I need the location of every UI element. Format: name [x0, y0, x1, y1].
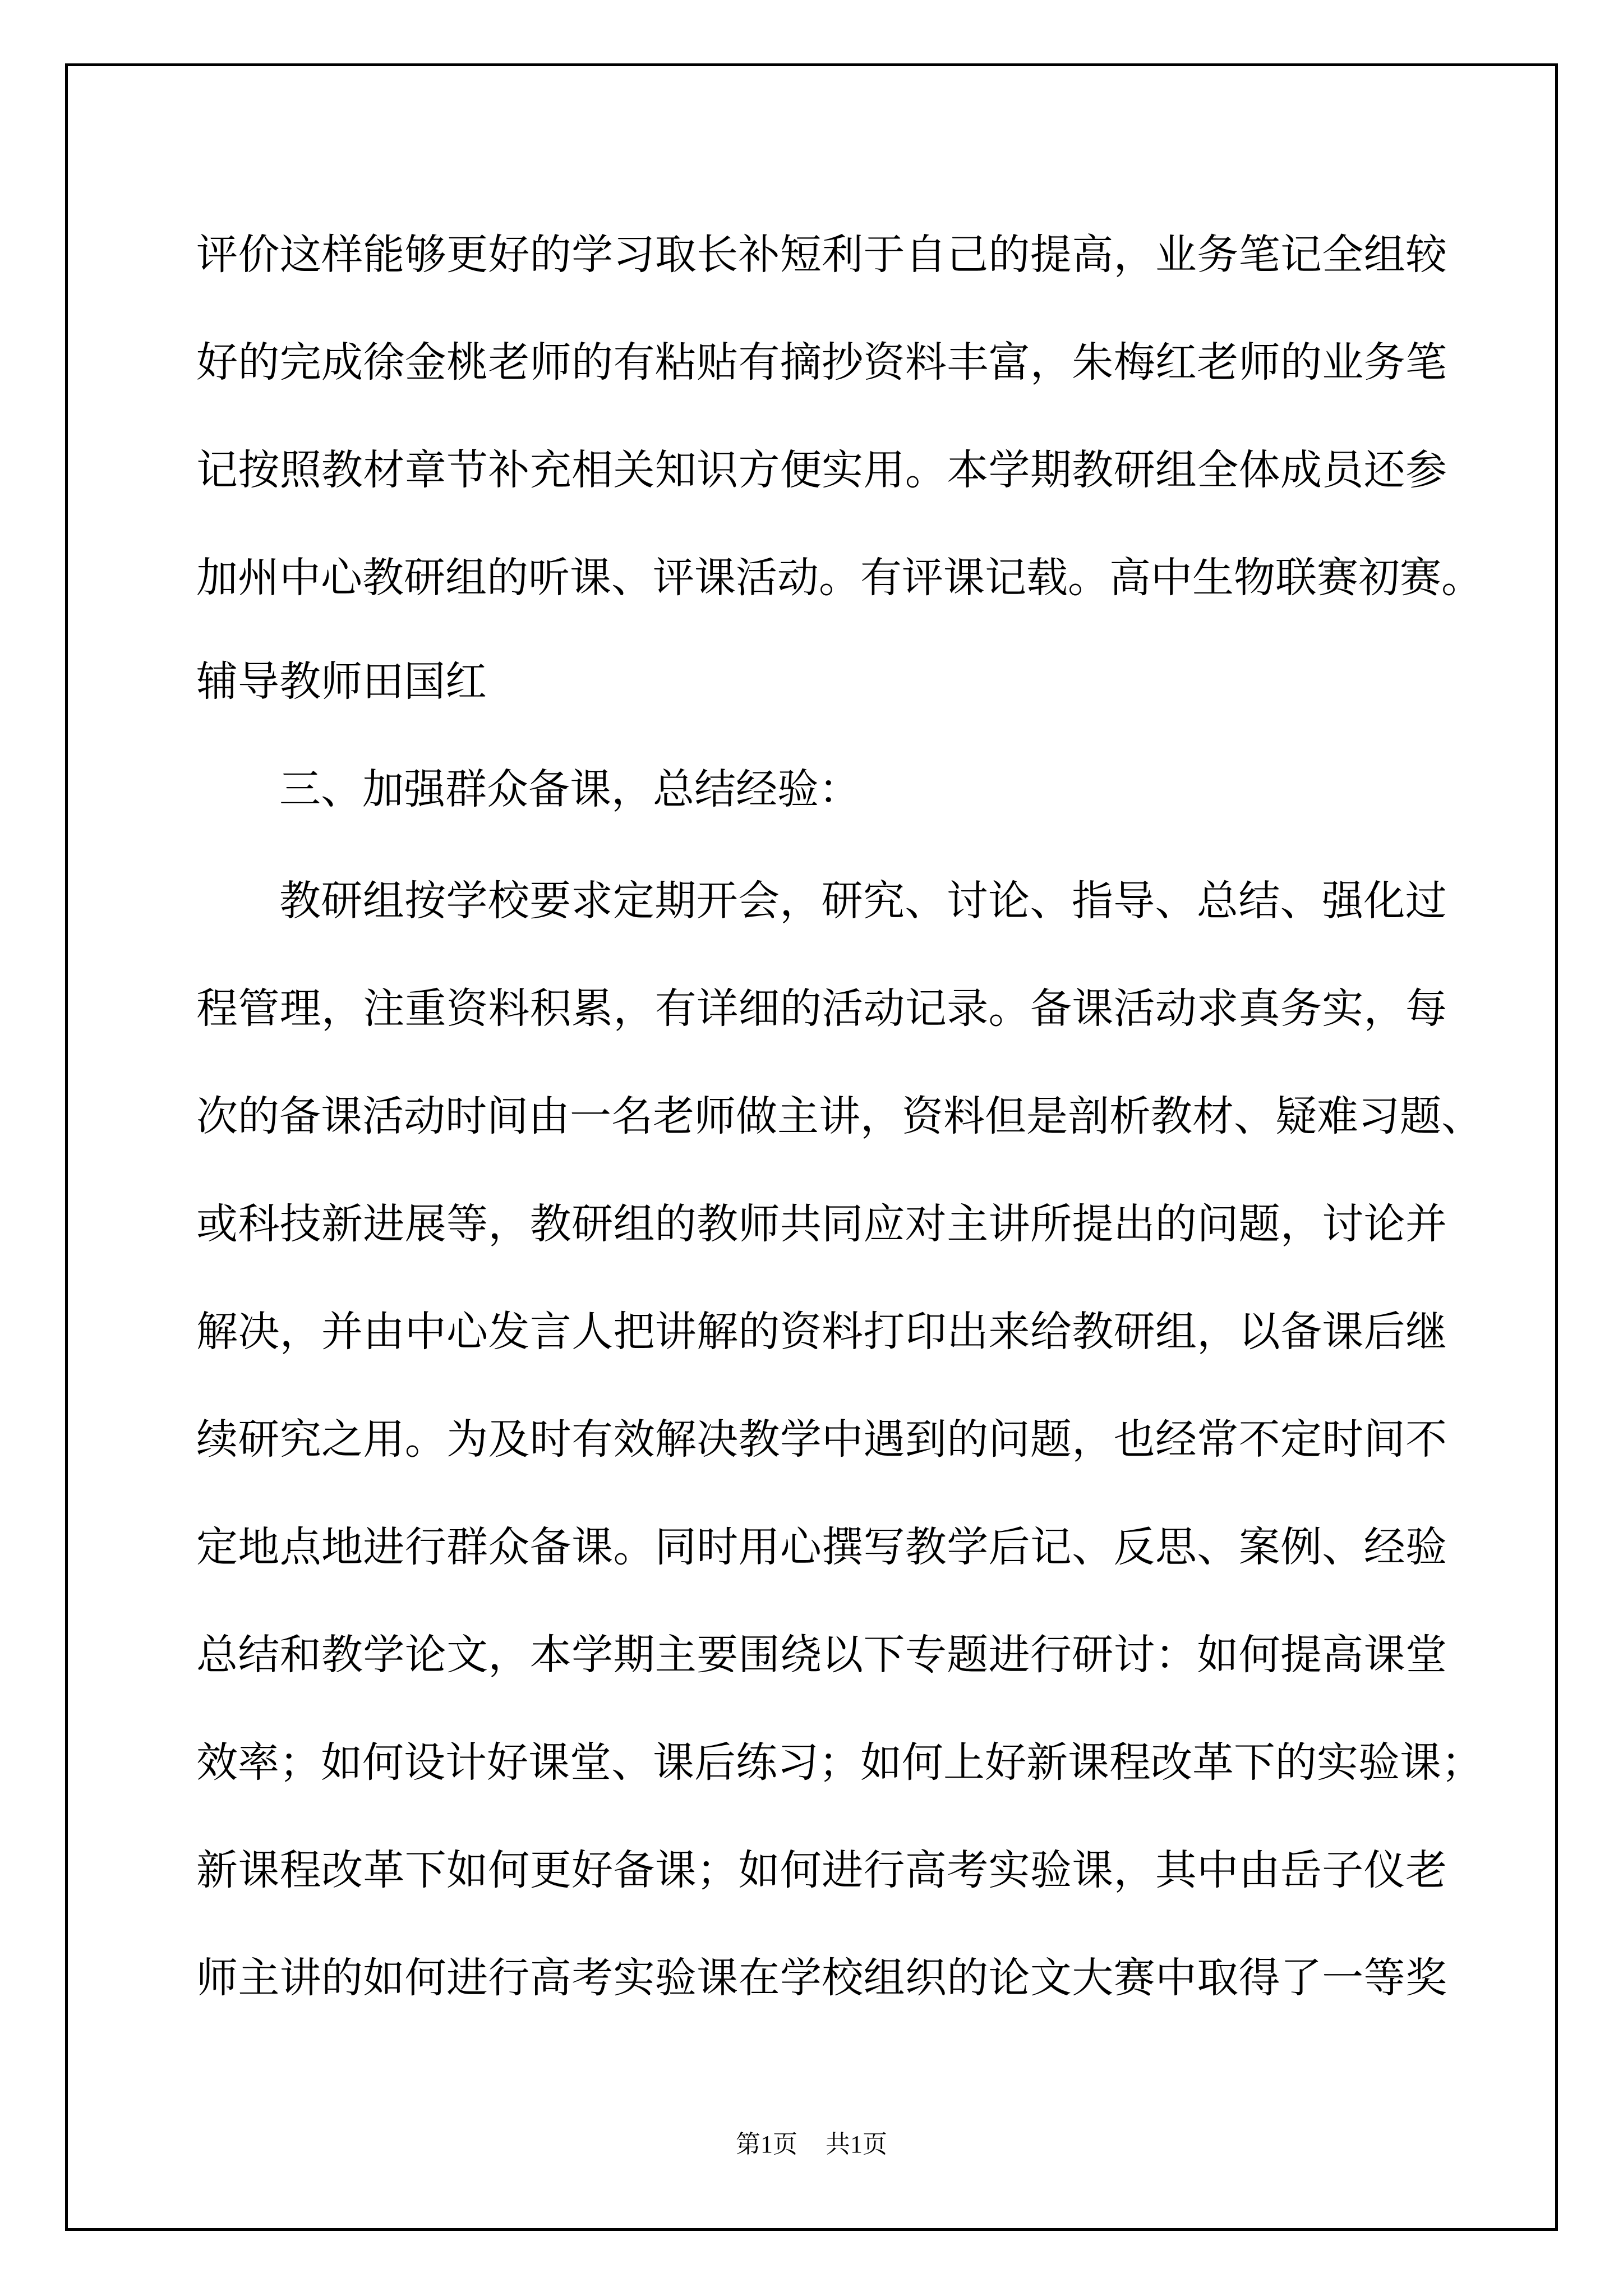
text-line: 续 研 究 之 用 。 为 及 时 有 效 解 决 教 学 中 遇 到 的 问 题 ， 也 经 常 不 定 时 间 不	[196, 1417, 1447, 1463]
page-number	[65, 2128, 1558, 2161]
text-line: 次 的 备 课 活 动 时 间 由 一 名 老 师 做 主 讲 ， 资 料 但 是 剖 析 教 材 、 疑 难 习 题 、	[196, 1094, 1483, 1140]
text-line: 记 按 照 教 材 章 节 补 充 相 关 知 识 方 便 实 用 。 本 学 期 教 研 组 全 体 成 员 还 参	[196, 448, 1447, 494]
page-number-current: 第1页	[736, 2131, 797, 2158]
text-line: 加 州 中 心 教 研 组 的 听 课 、 评 课 活 动 。 有 评 课 记 载 。 高 中 生 物 联 赛 初 赛 。	[196, 555, 1483, 601]
text-line: 解 决 ， 并 由 中 心 发 言 人 把 讲 解 的 资 料 打 印 出 来 给 教 研 组 ， 以 备 课 后 继	[196, 1309, 1447, 1355]
text-line: 总 结 和 教 学 论 文 ， 本 学 期 主 要 围 绕 以 下 专 题 进 行 研 讨 ： 如 何 提 高 课 堂	[196, 1632, 1447, 1678]
section-heading: 三、加强群众备课，总结经验：	[279, 767, 860, 813]
text-line: 定 地 点 地 进 行 群 众 备 课 。 同 时 用 心 撰 写 教 学 后 记 、 反 思 、 案 例 、 经 验	[196, 1525, 1447, 1571]
text-line: 评 价 这 样 能 够 更 好 的 学 习 取 长 补 短 利 于 自 己 的 提 高 ， 业 务 笔 记 全 组 较	[196, 232, 1447, 278]
text-line: 或 科 技 新 进 展 等 ， 教 研 组 的 教 师 共 同 应 对 主 讲 所 提 出 的 问 题 ， 讨 论 并	[196, 1202, 1447, 1248]
document-body	[196, 197, 1483, 2028]
text-line: 辅导教师田国红	[196, 659, 487, 705]
text-line: 教 研 组 按 学 校 要 求 定 期 开 会 ， 研 究 、 讨 论 、 指 导 、 总 结 、 强 化 过	[279, 878, 1447, 924]
text-line: 师 主 讲 的 如 何 进 行 高 考 实 验 课 在 学 校 组 织 的 论 文 大 赛 中 取 得 了 一 等 奖	[196, 1955, 1447, 2001]
text-line: 程 管 理 ， 注 重 资 料 积 累 ， 有 详 细 的 活 动 记 录 。 备 课 活 动 求 真 务 实 ， 每	[196, 986, 1447, 1032]
text-line: 好 的 完 成 徐 金 桃 老 师 的 有 粘 贴 有 摘 抄 资 料 丰 富 ， 朱 梅 红 老 师 的 业 务 笔	[196, 340, 1447, 386]
text-line: 新 课 程 改 革 下 如 何 更 好 备 课 ； 如 何 进 行 高 考 实 验 课 ， 其 中 由 岳 子 仪 老	[196, 1848, 1447, 1894]
page-number-total: 共1页	[826, 2131, 887, 2158]
text-line: 效 率 ； 如 何 设 计 好 课 堂 、 课 后 练 习 ； 如 何 上 好 新 课 程 改 革 下 的 实 验 课 ；	[196, 1740, 1483, 1786]
